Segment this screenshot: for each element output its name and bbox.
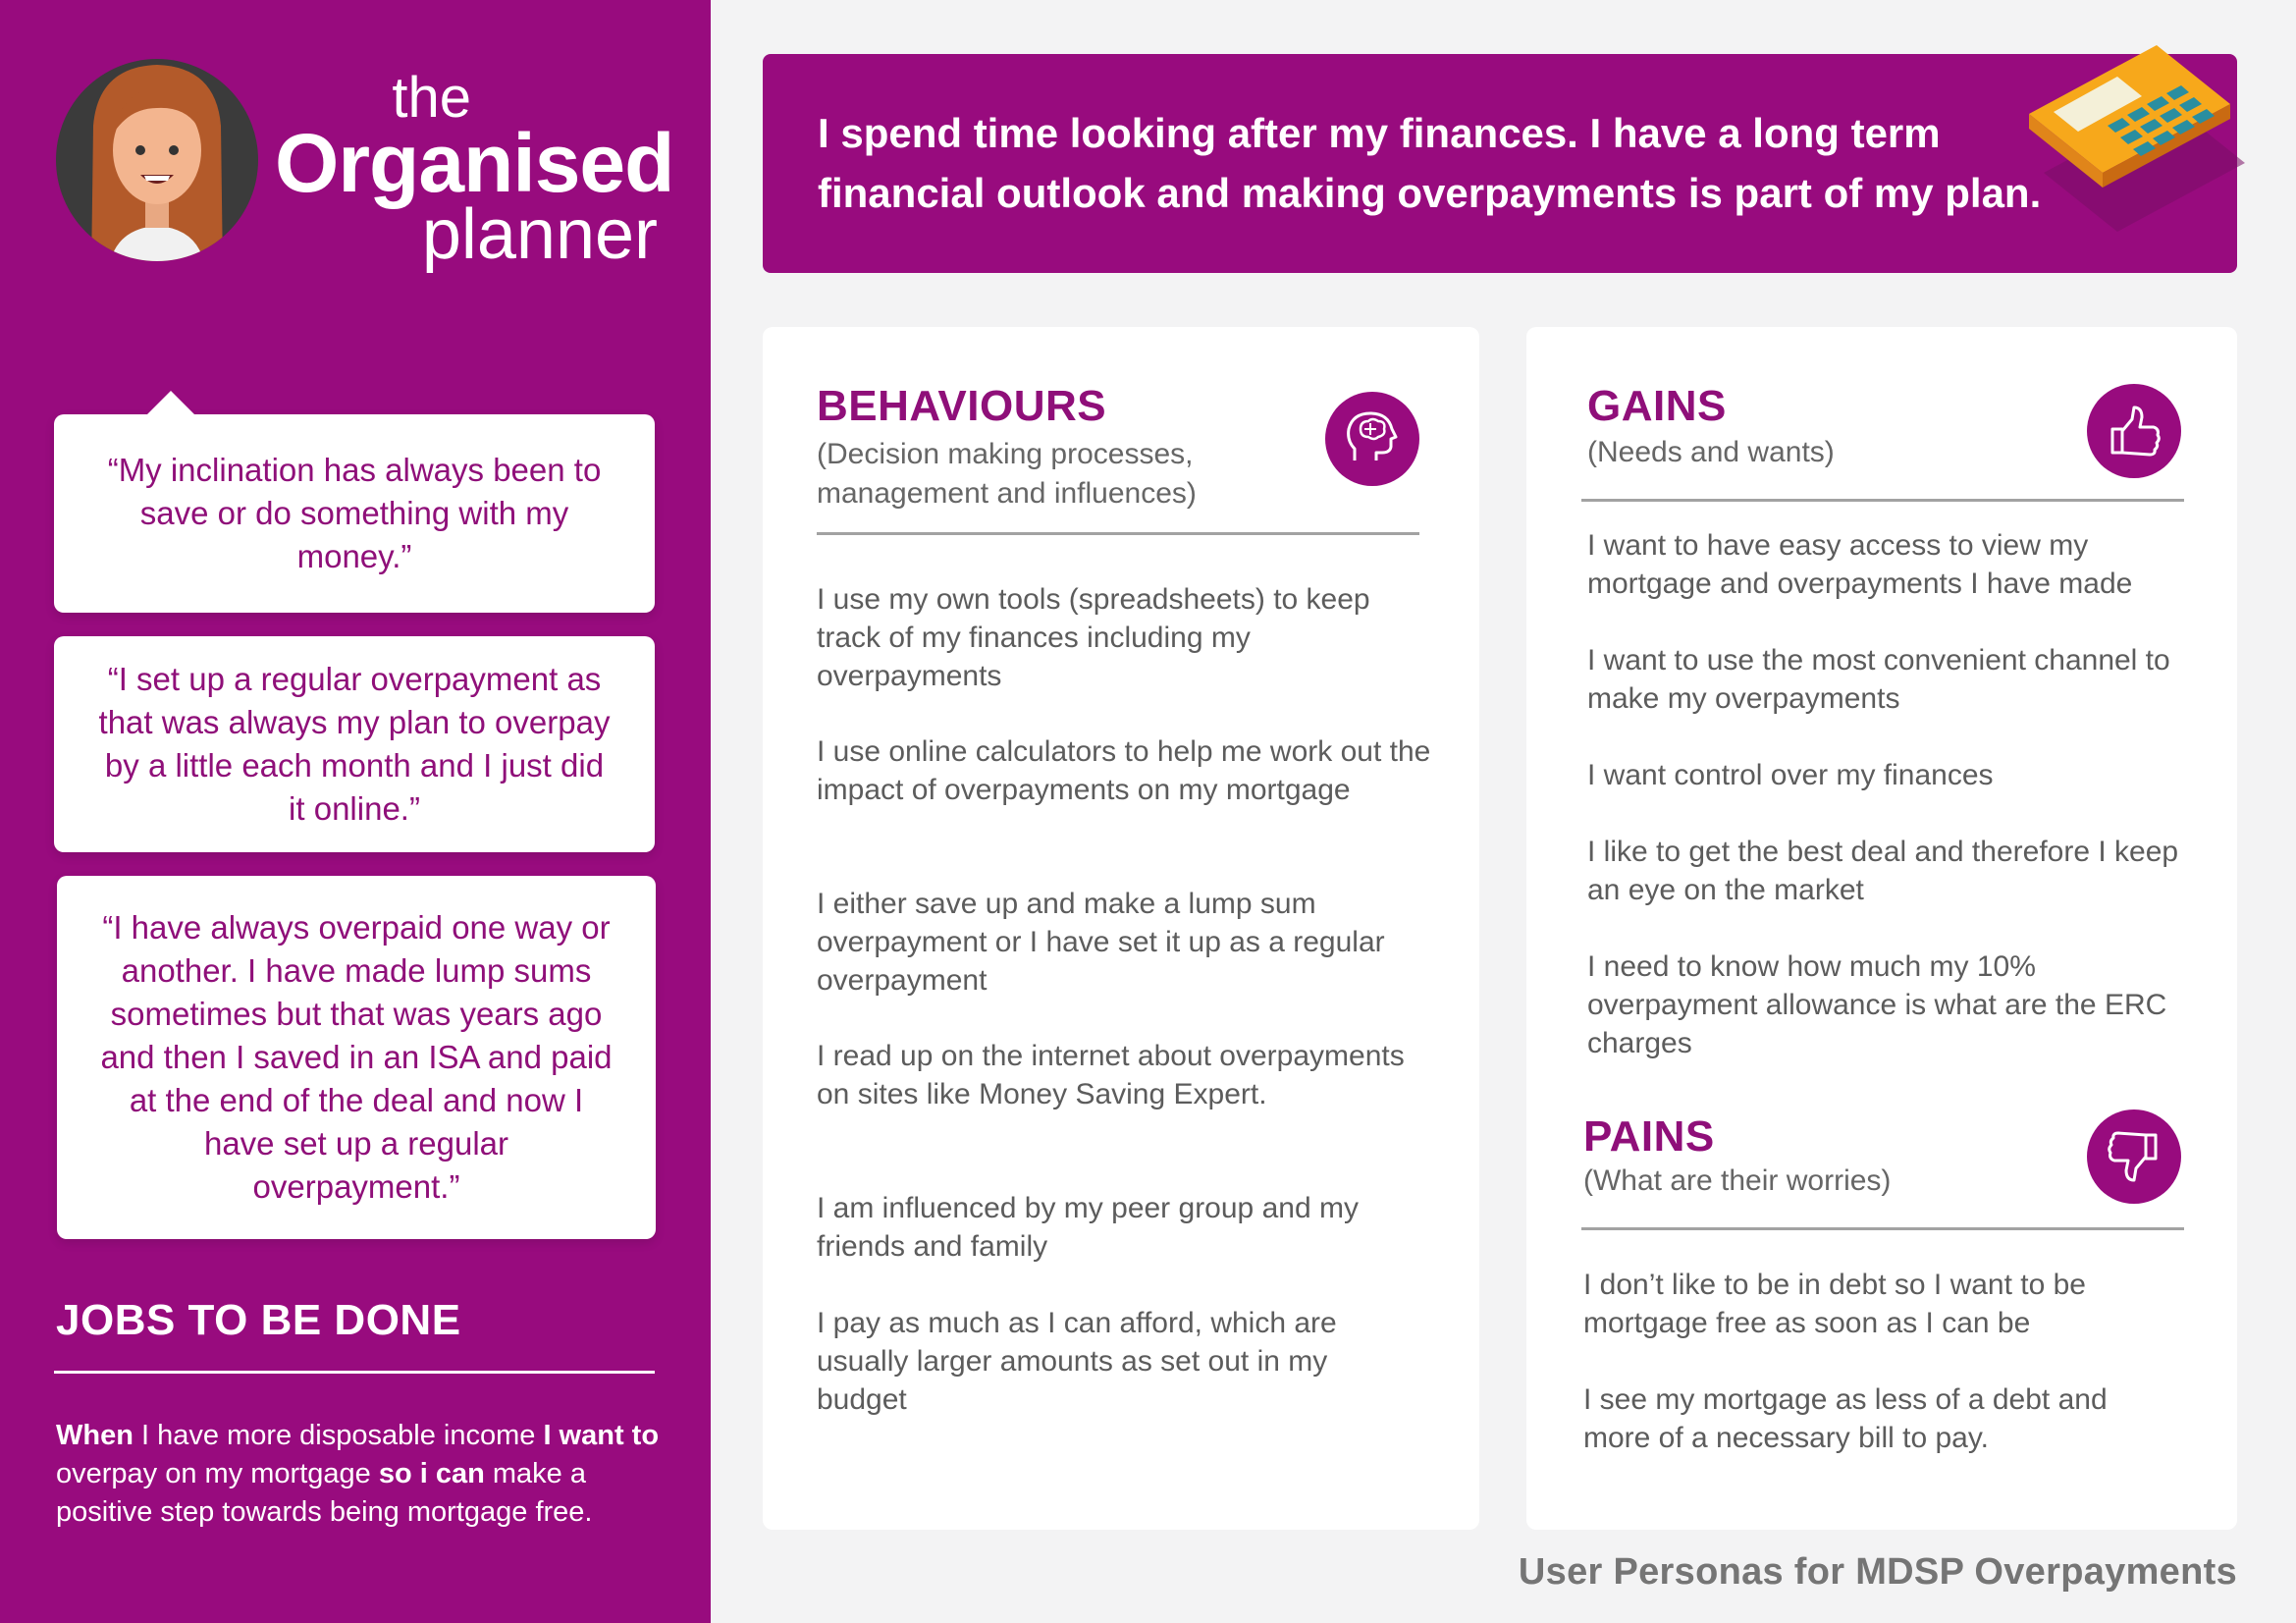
brand-line-organised: Organised [275, 117, 674, 209]
jobs-to-be-done-statement [56, 1417, 665, 1532]
pain-item: I don’t like to be in debt so I want to be mortgage free as soon as I can be [1583, 1269, 2086, 1339]
behaviour-item: I use online calculators to help me work out the impact of overpayments on my mortgage [817, 735, 1431, 806]
persona-sidebar [0, 0, 711, 1623]
gain-item: I want to have easy access to view my mortgage and overpayments I have made [1587, 529, 2133, 600]
gain-item: I want to use the most convenient channel to make my overpayments [1587, 644, 2170, 715]
persona-avatar [54, 47, 260, 273]
gains-pains-card [1526, 327, 2237, 1530]
gain-item: I need to know how much my 10% overpayment allowance is what are the ERC charges [1587, 950, 2167, 1059]
footer-caption: User Personas for MDSP Overpayments [1518, 1551, 2237, 1593]
behaviour-item: I am influenced by my peer group and my friends and family [817, 1192, 1359, 1263]
behaviours-heading: BEHAVIOURS [817, 382, 1107, 430]
behaviour-item: I either save up and make a lump sum overpayment or I have set it up as a regular overpayment [817, 888, 1385, 997]
jobs-when: When [56, 1420, 133, 1451]
brand-line-planner: planner [421, 195, 658, 274]
gains-heading: GAINS [1587, 382, 1727, 430]
jobs-part-2: overpay on my mortgage [56, 1458, 379, 1489]
calculator-icon [2024, 45, 2245, 242]
gain-item: I want control over my finances [1587, 759, 1994, 791]
pain-item: I see my mortgage as less of a debt and more of a necessary bill to pay. [1583, 1383, 2108, 1454]
brain-head-icon [1325, 392, 1419, 486]
behaviours-subtitle-line-2: management and influences) [817, 477, 1197, 510]
pains-subtitle: (What are their worries) [1583, 1164, 1892, 1197]
behaviour-item: I pay as much as I can afford, which are usually larger amounts as set out in my budget [817, 1307, 1337, 1416]
behaviours-card [763, 327, 1479, 1530]
banner-line-1: I spend time looking after my finances. I have a long term [818, 110, 1941, 156]
brand-line-the: the [392, 66, 471, 130]
thumbs-down-icon [2087, 1109, 2181, 1204]
pains-divider [1581, 1227, 2184, 1230]
jobs-so-i-can: so i can [378, 1458, 485, 1489]
quote-card [57, 876, 656, 1239]
quote-text: “I have always overpaid one way or another. I have made lump sums sometimes but that was years ago and then I saved in an ISA and paid at the end of the deal and now I have set up a regular overpayment.” [100, 909, 613, 1205]
jobs-i-want: I want to [543, 1420, 660, 1451]
thumbs-up-icon [2087, 384, 2181, 478]
gains-divider [1581, 499, 2184, 502]
gains-subtitle: (Needs and wants) [1587, 436, 1835, 468]
behaviours-subtitle-line-1: (Decision making processes, [817, 438, 1194, 470]
jobs-part-3: make a positive step towards being mortgage free. [56, 1458, 593, 1528]
persona-statement-banner [763, 54, 2237, 273]
behaviour-item: I read up on the internet about overpayments on sites like Money Saving Expert. [817, 1040, 1405, 1110]
behaviours-divider [817, 532, 1419, 535]
banner-line-2: financial outlook and making overpayments is part of my plan. [818, 170, 2042, 216]
behaviour-item: I use my own tools (spreadsheets) to keep track of my finances including my overpayments [817, 583, 1370, 692]
quote-card [54, 636, 655, 852]
jobs-part-1: I have more disposable income [133, 1420, 544, 1451]
banner-text [818, 103, 2094, 223]
pains-heading: PAINS [1583, 1112, 1715, 1161]
jobs-divider [54, 1371, 655, 1374]
quote-text: “I set up a regular overpayment as that was always my plan to overpay by a little each month and I just did it online.” [98, 661, 611, 827]
quote-card [54, 414, 655, 613]
gain-item: I like to get the best deal and therefore I keep an eye on the market [1587, 836, 2179, 906]
quote-text: “My inclination has always been to save or do something with my money.” [107, 452, 602, 574]
persona-title [275, 66, 674, 274]
jobs-to-be-done-heading: JOBS TO BE DONE [56, 1296, 461, 1344]
